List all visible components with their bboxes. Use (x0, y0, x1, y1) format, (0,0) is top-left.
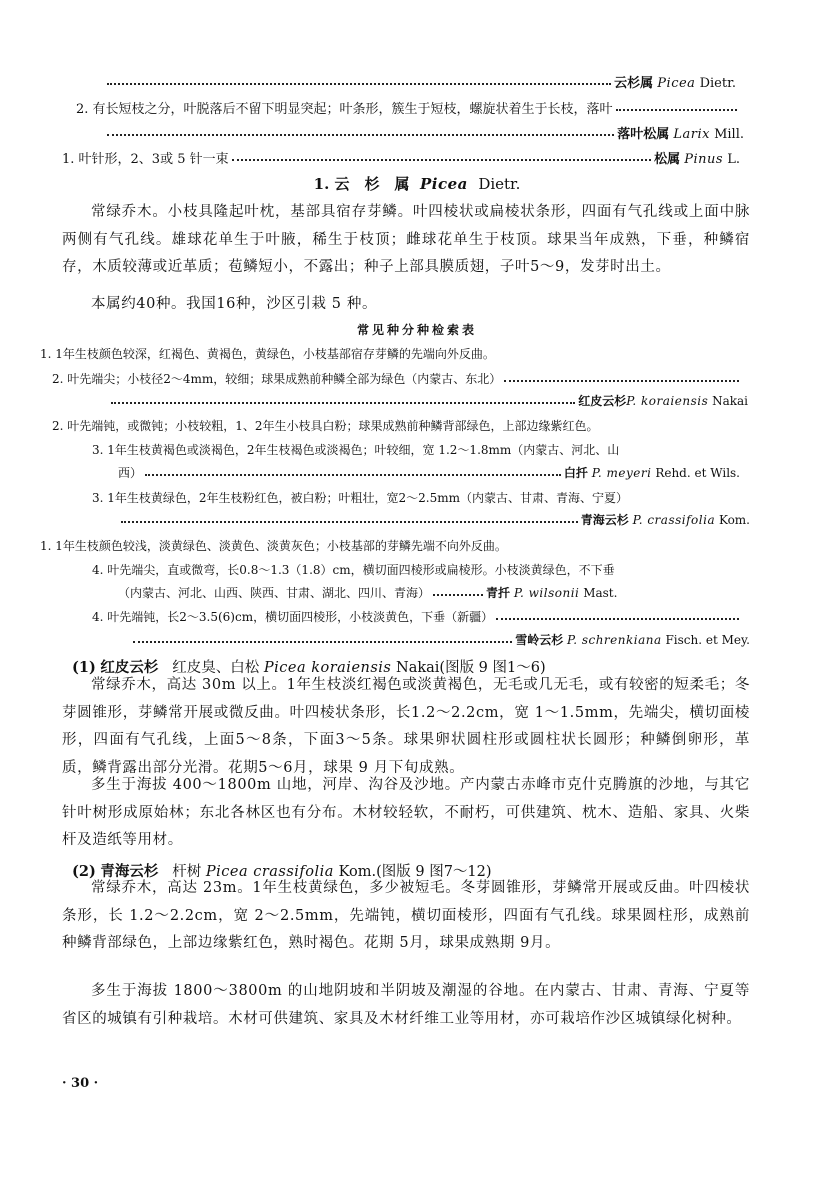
page-number: · 30 · (62, 1076, 99, 1091)
key-k1b: 1. 1年生枝颜色较浅，淡黄绿色、淡黄色、淡黄灰色；小枝基部的芽鳞先端不向外反曲。 (40, 539, 507, 553)
species-1-description: 常绿乔木，高达 30m 以上。1年生枝淡红褐色或淡黄褐色，无毛或几无毛，或有较密的短柔毛；冬芽圆锥形，芽鳞常开展或微反曲。叶四棱状条形，长1.2～2.2cm，宽 1～1.5mm，先端尖，横切面棱形，四面有气孔线，上面5～8条，下面3～5条。球果卵状圆柱形或圆柱状长圆形；种鳞倒卵形，革质，鳞背露出部分光滑。花期5～6月，球果 9 月下旬成熟。 (62, 677, 750, 776)
leader-dots (111, 402, 575, 404)
leader-dots (107, 83, 611, 85)
key-k4a-1: 4. 叶先端尖，直或微弯，长0.8～1.3（1.8）cm，横切面四棱形或扁棱形。小枝淡黄绿色，不下垂 (92, 563, 615, 577)
species-1-habitat: 多生于海拔 400～1800m 山地，河岸、沟谷及沙地。产内蒙古赤峰市克什克腾旗的沙地，与其它针叶树形成原始林；东北各林区也有分布。木材较轻软，不耐朽，可供建筑、枕木、造船、家具、火柴杆及造纸等用材。 (62, 777, 750, 848)
species-2-description: 常绿乔木，高达 23m。1年生枝黄绿色，多少被短毛。冬芽圆锥形，芽鳞常开展或反曲。叶四棱状条形，长 1.2～2.2cm，宽 2～2.5mm，先端钝，横切面棱形，四面有气孔线。球果圆柱形，成熟前种鳞背部绿色，上部边缘紫红色，熟时褐色。花期 5月，球果成熟期 9月。 (62, 880, 750, 951)
genus-count: 本属约40种。我国16种，沙区引栽 5 种。 (91, 296, 378, 312)
key-k2a: 2. 叶先端尖；小枝径2～4mm，较细；球果成熟前种鳞全部为绿色（内蒙古、东北） (52, 370, 742, 387)
genus-name-cn: 松属 (654, 152, 681, 167)
key-line-picea (104, 72, 736, 91)
leader-dots (121, 521, 578, 523)
genus-name-latin: Picea (657, 76, 696, 91)
species-2-habitat: 多生于海拔 1800～3800m 的山地阴坡和半阴坡及潮湿的谷地。在内蒙古、甘肃、青海、宁夏等省区的城镇有引种栽培。木材可供建筑、家具及木材纤维工业等用材，亦可栽培作沙区城镇绿化树种。 (62, 983, 750, 1027)
key-text: 2. 有长短枝之分，叶脱落后不留下明显突起；叶条形，簇生于短枝，螺旋状着生于长枝，落叶 (76, 102, 613, 117)
genus-author: Dietr. (699, 76, 736, 91)
leader-dots (433, 594, 483, 596)
leader-dots (616, 109, 737, 111)
key-text: 1. 叶针形，2、3或 5 针一束 (62, 152, 229, 167)
genus-description: 常绿乔木。小枝具隆起叶枕，基部具宿存芽鳞。叶四棱状或扁棱状条形，四面有气孔线或上面中脉两侧有气孔线。雄球花单生于叶腋，稀生于枝顶；雌球花单生于枝顶。球果当年成熟，下垂，种鳞宿存，木质较薄或近革质；苞鳞短小，不露出；种子上部具膜质翅，子叶5～9，发芽时出土。 (62, 204, 750, 275)
genus-title: 1. 云 杉 属 Picea Dietr. (313, 175, 521, 193)
key-line-larix (104, 123, 744, 142)
key-k4b-name: 雪岭云杉 P. schrenkiana Fisch. et Mey. (130, 631, 750, 648)
species-heading-1: (1) 红皮云杉 红皮臭、白松 Picea koraiensis Nakai(图版 9 图1～6) (72, 659, 546, 676)
leader-dots (504, 380, 739, 382)
genus-name-cn: 落叶松属 (617, 127, 670, 142)
key-title: 常见种分种检索表 (356, 323, 477, 337)
key-k1: 1. 1年生枝颜色较深，红褐色、黄褐色，黄绿色，小枝基部宿存芽鳞的先端向外反曲。 (40, 347, 495, 361)
key-line-2 (76, 98, 740, 117)
species-heading-2: (2) 青海云杉 杆树 Picea crassifolia Kom.(图版 9 图7～12) (72, 863, 492, 880)
key-k4a-2: （内蒙古、河北、山西、陕西、甘肃、湖北、四川、青海） 青扦 P. wilsonii Mast. (118, 586, 618, 600)
genus-name-latin: Larix (673, 127, 710, 142)
key-k3b-name: 青海云杉 P. crassifolia Kom. (118, 511, 750, 528)
genus-author: L. (727, 152, 740, 167)
genus-author: Mill. (714, 127, 744, 142)
key-k2a-name: 红皮云杉 P. koraiensis Nakai (108, 392, 748, 409)
leader-dots (107, 134, 614, 136)
leader-dots (145, 474, 561, 476)
key-k3b: 3. 1年生枝黄绿色，2年生枝粉红色，被白粉；叶粗壮，宽2～2.5mm（内蒙古、甘肃、青海、宁夏） (92, 491, 629, 505)
key-k3a-1: 3. 1年生枝黄褐色或淡褐色，2年生枝褐色或淡褐色；叶较细，宽 1.2～1.8mm（内蒙古、河北、山 (92, 443, 620, 457)
genus-name-latin: Pinus (684, 152, 724, 167)
leader-dots (232, 159, 651, 161)
leader-dots (133, 641, 512, 643)
key-k2b: 2. 叶先端钝，或微钝；小枝较粗，1、2年生小枝具白粉；球果成熟前种鳞背部绿色，上部边缘紫红色。 (52, 419, 599, 433)
leader-dots (496, 618, 739, 620)
key-k3a-2: 西） 白扦 P. meyeri Rehd. et Wils. (118, 466, 740, 480)
key-k4b: 4. 叶先端钝，长2～3.5(6)cm，横切面四棱形，小枝淡黄色，下垂（新疆） (92, 608, 742, 625)
key-line-pinus (62, 148, 740, 167)
genus-name-cn: 云杉属 (614, 76, 654, 91)
